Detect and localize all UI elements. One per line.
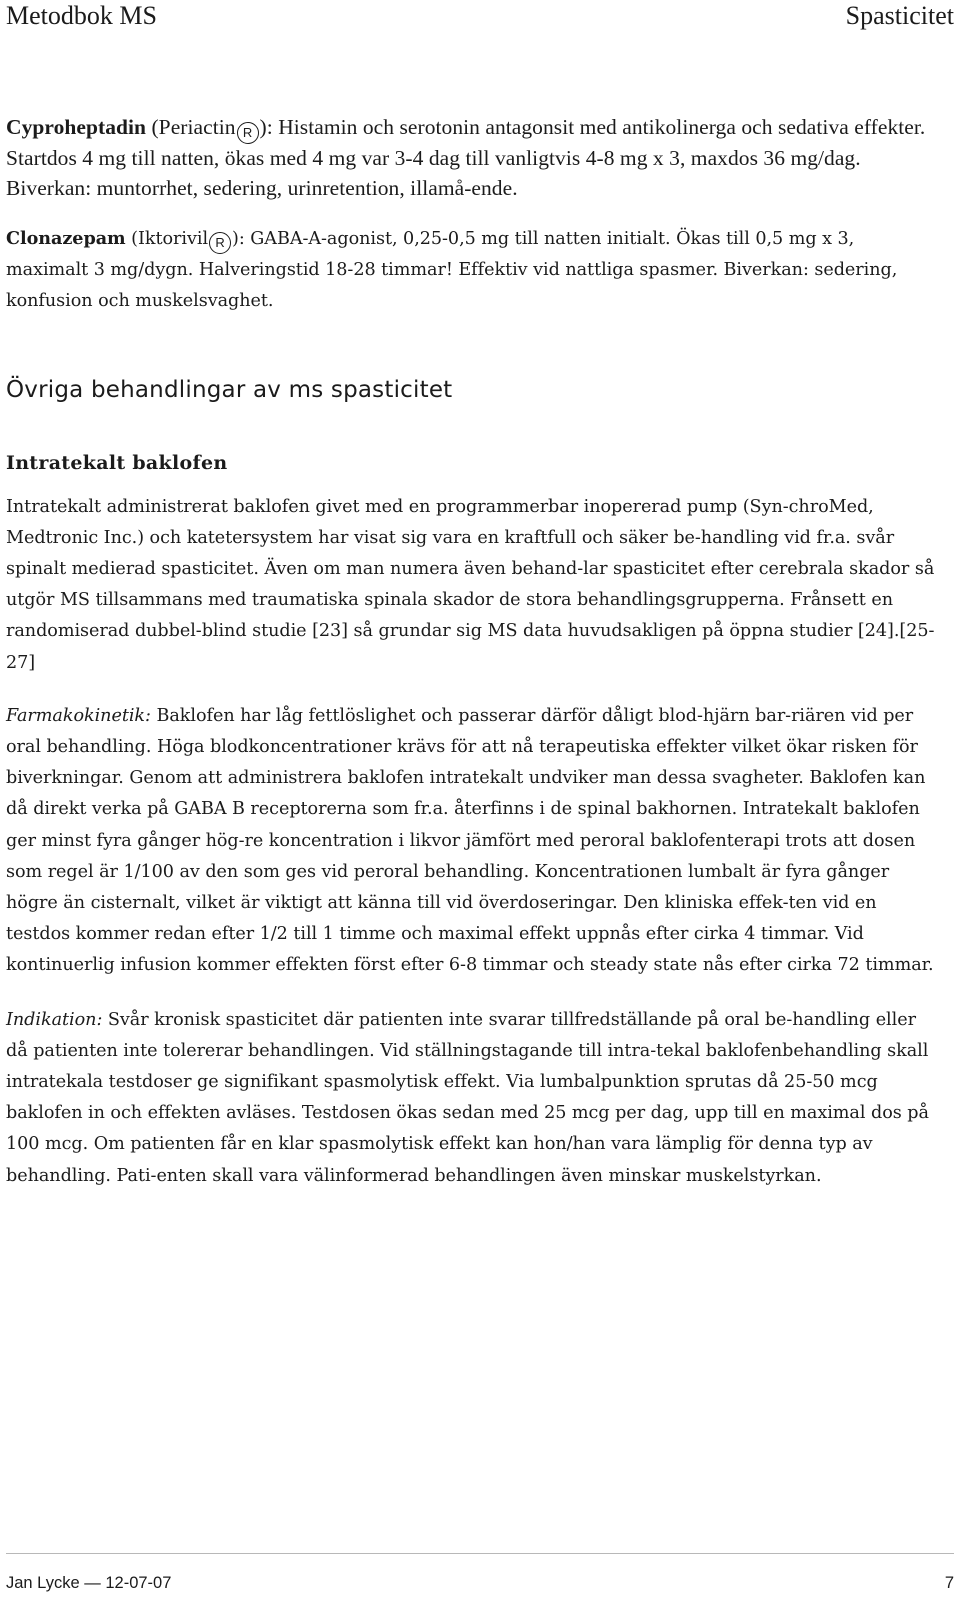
indication-text: Svår kronisk spasticitet där patienten inte svarar tillfredställande på oral be-handling eller då patienten inte tolererar behandlingen. Vid ställningstagande till intra-tekal baklofenbehandling skall intratekala testdoser ge signifikant spasmolytisk effekt. Via lumbalpunktion sprutas då 25-50 mcg baklofen in och effekten avläses. Testdosen ökas sedan med 25 mcg per dag, upp till en maximal dos på 100 mcg. Om patienten får en klar spasmolytisk effekt kan hon/han vara lämplig för denna typ av behandling. Pati-enten skall vara välinformerad behandlingen även minskar muskelstyrkan.	[6, 1009, 929, 1186]
footer-divider	[6, 1553, 954, 1554]
section-heading: Övriga behandlingar av ms spasticitet	[6, 376, 453, 403]
subsection-heading: Intratekalt baklofen	[6, 451, 228, 474]
clonazepam-term: Clonazepam	[6, 228, 126, 249]
indication-label: Indikation:	[6, 1009, 103, 1030]
page-number: 7	[944, 1574, 954, 1592]
page-content	[6, 113, 936, 1192]
registered-icon: R	[209, 232, 231, 254]
clonazepam-brand: (Iktorivil	[125, 229, 209, 249]
cyproheptadin-term: Cyproheptadin	[6, 115, 147, 139]
pharmacokinetics-text: Baklofen har låg fettlöslighet och passerar därför dåligt blod-hjärn bar-riären vid per oral behandling. Höga blodkoncentrationer krävs för att nå terapeutiska effekter vilket ökar risken för biverkningar. Genom att administrera baklofen intratekalt undviker man dessa svagheter. Baklofen kan då direkt verka på GABA B receptorerna som fr.a. återfinns i de spinal bakhornen. Intratekalt baklofen ger minst fyra gånger hög-re koncentration i likvor jämfört med peroral baklofenterapi trots att dosen som regel är 1/100 av den som ges vid peroral behandling. Koncentrationen lumbalt är fyra gånger högre än cisternalt, vilket är viktigt att känna till vid överdoseringar. Den kliniska effek-ten vid en testdos kommer redan efter 1/2 till 1 timme och maximal effekt uppnås efter cirka 4 timmar. Vid kontinuerlig infusion kommer effekten först efter 6-8 timmar och steady state nås efter cirka 72 timmar.	[6, 705, 934, 976]
document-title: Metodbok MS	[6, 1, 157, 30]
page-footer	[6, 1573, 954, 1595]
footer-author-date: Jan Lycke — 12-07-07	[6, 1574, 172, 1592]
page-header	[6, 0, 954, 34]
cyproheptadin-paragraph	[6, 113, 936, 203]
cyproheptadin-text: ): Histamin och serotonin antagonsit med antikolinerga och sedativa effekter. Startdos 4 mg till natten, ökas med 4 mg var 3-4 dag till vanligtvis 4-8 mg x 3, maxdos 36 mg/dag. Biverkan: muntorrhet, sedering, urinretention, illamå-ende.	[6, 115, 926, 200]
chapter-title: Spasticitet	[845, 1, 954, 30]
cyproheptadin-brand: (Periactin	[146, 115, 236, 139]
indication-paragraph	[6, 1005, 936, 1192]
registered-icon: R	[237, 122, 259, 144]
intro-paragraph: Intratekalt administrerat baklofen givet med en programmerbar inopererad pump (Syn-chroMed, Medtronic Inc.) och katetersystem har visat sig vara en kraftfull och säker be-handling vid fr.a. svår spinalt medierad spasticitet. Även om man numera även behand-lar spasticitet efter cerebrala skador så utgör MS tillsammans med traumatiska spinala skador de stora behandlingsgrupperna. Frånsett en randomiserad dubbel-blind studie [23] så grundar sig MS data huvudsakligen på öppna studier [24].[25-27]	[6, 496, 935, 673]
clonazepam-paragraph	[6, 223, 936, 318]
pharmacokinetics-paragraph	[6, 701, 936, 982]
pharmacokinetics-label: Farmakokinetik:	[6, 705, 151, 726]
clonazepam-text: ): GABA-A-agonist, 0,25-0,5 mg till natten initialt. Ökas till 0,5 mg x 3, maximalt 3 mg/dygn. Halveringstid 18-28 timmar! Effektiv vid nattliga spasmer. Biverkan: sedering, konfusion och muskelsvaghet.	[6, 229, 898, 312]
